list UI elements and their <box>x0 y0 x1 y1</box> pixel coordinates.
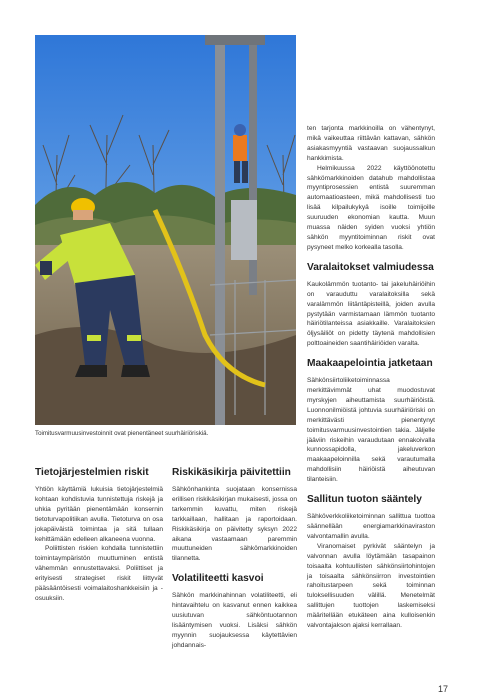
section-heading-reserve-plants: Varalaitokset valmiudessa <box>307 261 434 273</box>
section-heading-risk-handbook: Riskikäsikirja päivitettiin <box>172 467 291 478</box>
section-heading-underground-cabling: Maakaapelointia jatketaan <box>307 358 433 370</box>
paragraph: Sähkön markkinahinnan volatiliteetti, eli hintavaihtelu on kasvanut ennen kaikkea uusiutuvan sähköntuotannon lisääntymisen vuoksi. Lisäksi sähkön myynnin suojauksessa käytettävien johdannais- <box>172 592 297 649</box>
paragraph: Yhtiön käyttämiä lukuisia tietojärjestelmiä kohtaan kohdistuvia tunnistettuja riskejä ja uhkia pyritään pienentämään konsernin tietoturvapolitiikan avulla. Tietoturva on osa jokapäiväistä toimintaa ja sitä tullaan kehittämään edelleen alkaneena vuonna. <box>35 486 163 543</box>
paragraph: Poliittisten riskien kohdalla tunnistettiin toimintaympäristön muuttuminen entistä vähemmän ennustettavaksi. Poliittiset ja erityisesti strategiset riskit liittyvät pääsääntöisesti voimalaitoshankkeisiin ja -osuuksiin. <box>35 545 163 602</box>
paragraph: Sähkönhankinta suojataan konsernissa erillisen riskikäsikirjan mukaisesti, jossa on tarkemmin kuvattu, miten riskejä tarkkaillaan, hallitaan ja raportoidaan. Riskikäsikirja on päivitetty syksyn 2022 aikana vastaamaan paremmin muuttuneiden sähkömarkkinoiden tilannetta. <box>172 486 297 563</box>
photo-caption: Toimitusvarmuusinvestoinnit ovat pienentäneet suurhäiriöriskiä. <box>35 430 209 437</box>
worksite-photo <box>35 35 296 425</box>
column-right <box>307 124 435 631</box>
paragraph: Viranomaiset pyrkivät sääntelyn ja valvonnan avulla löytämään tasapainon toisaalta kohtuullisten sähkönsiirtohintojen ja toisaalta sähkönsiirron investointien rahoitustarpeen sekä toiminnan tuloksellisuuden välillä. Menetelmät sallittujen tuottojen laskemiseksi määritellään etukäteen aina kulloisenkin valvontajakson ajaksi kerrallaan. <box>307 542 435 630</box>
paragraph: Kaukolämmön tuotanto- tai jakeluhäiriöihin on varauduttu varalaitoksilla sekä varalämmön liitäntäpisteillä, joiden avulla pystytään varmistamaan lämmön tuotanto häiriötilanteissa asiakkaille. Varalaitoksien öljysäiliöt on pidetty täytenä mahdollisien polttoaineiden saantihäiriöiden varalta. <box>307 280 435 348</box>
paragraph: Helmikuussa 2022 käyttöönotettu sähkömarkkinoiden datahub mahdollistaa myyntiprosessien entistä suuremman automaatioasteen, mikä mahdollisesti tuo lisää kilpailukykyä isoille toimijoille suuruuden ekonomian kautta. Muun muassa näiden syiden vuoksi yhtiön sähkön myyntitoiminnan riskit ovat pysyneet melko korkealla tasolla. <box>307 164 435 251</box>
worksite-illustration <box>35 35 296 425</box>
column-left <box>35 467 163 604</box>
section-heading-it-risks: Tietojärjestelmien riskit <box>35 467 149 478</box>
page-number: 17 <box>438 684 449 694</box>
section-heading-volatility: Volatiliteetti kasvoi <box>172 573 264 585</box>
paragraph: Sähköverkkoliiketoiminnan sallittua tuottoa säännellään energiamarkkinaviraston valvontamallin avulla. <box>307 513 435 540</box>
section-heading-allowed-return: Sallitun tuoton sääntely <box>307 494 422 506</box>
column-middle <box>172 467 297 651</box>
paragraph: ten tarjonta markkinoilla on vähentynyt, mikä vaikeuttaa riittävän kattavan, sähkön asiakasmyyntiä vastaavan suojaussalkun hankkimista. <box>307 125 435 162</box>
paragraph: Sähkönsiirtoliiketoiminnassa merkittävimmät uhat muodostuvat myrskyjen aiheuttamista suurhäiriöistä. Luonnonilmiöistä johtuvia suurhäiriöriski on merkittävästi pienentynyt toimitusvarmuusinvestointien takia. Jäljelle jääviin riskeihin varaudutaan ennakoivalla kunnossapidolla, jakeluverkon maakaapeloinnilla sekä varautumalla mahdollisiin häiriöistä aiheutuvan tilanteisiin. <box>307 377 435 484</box>
